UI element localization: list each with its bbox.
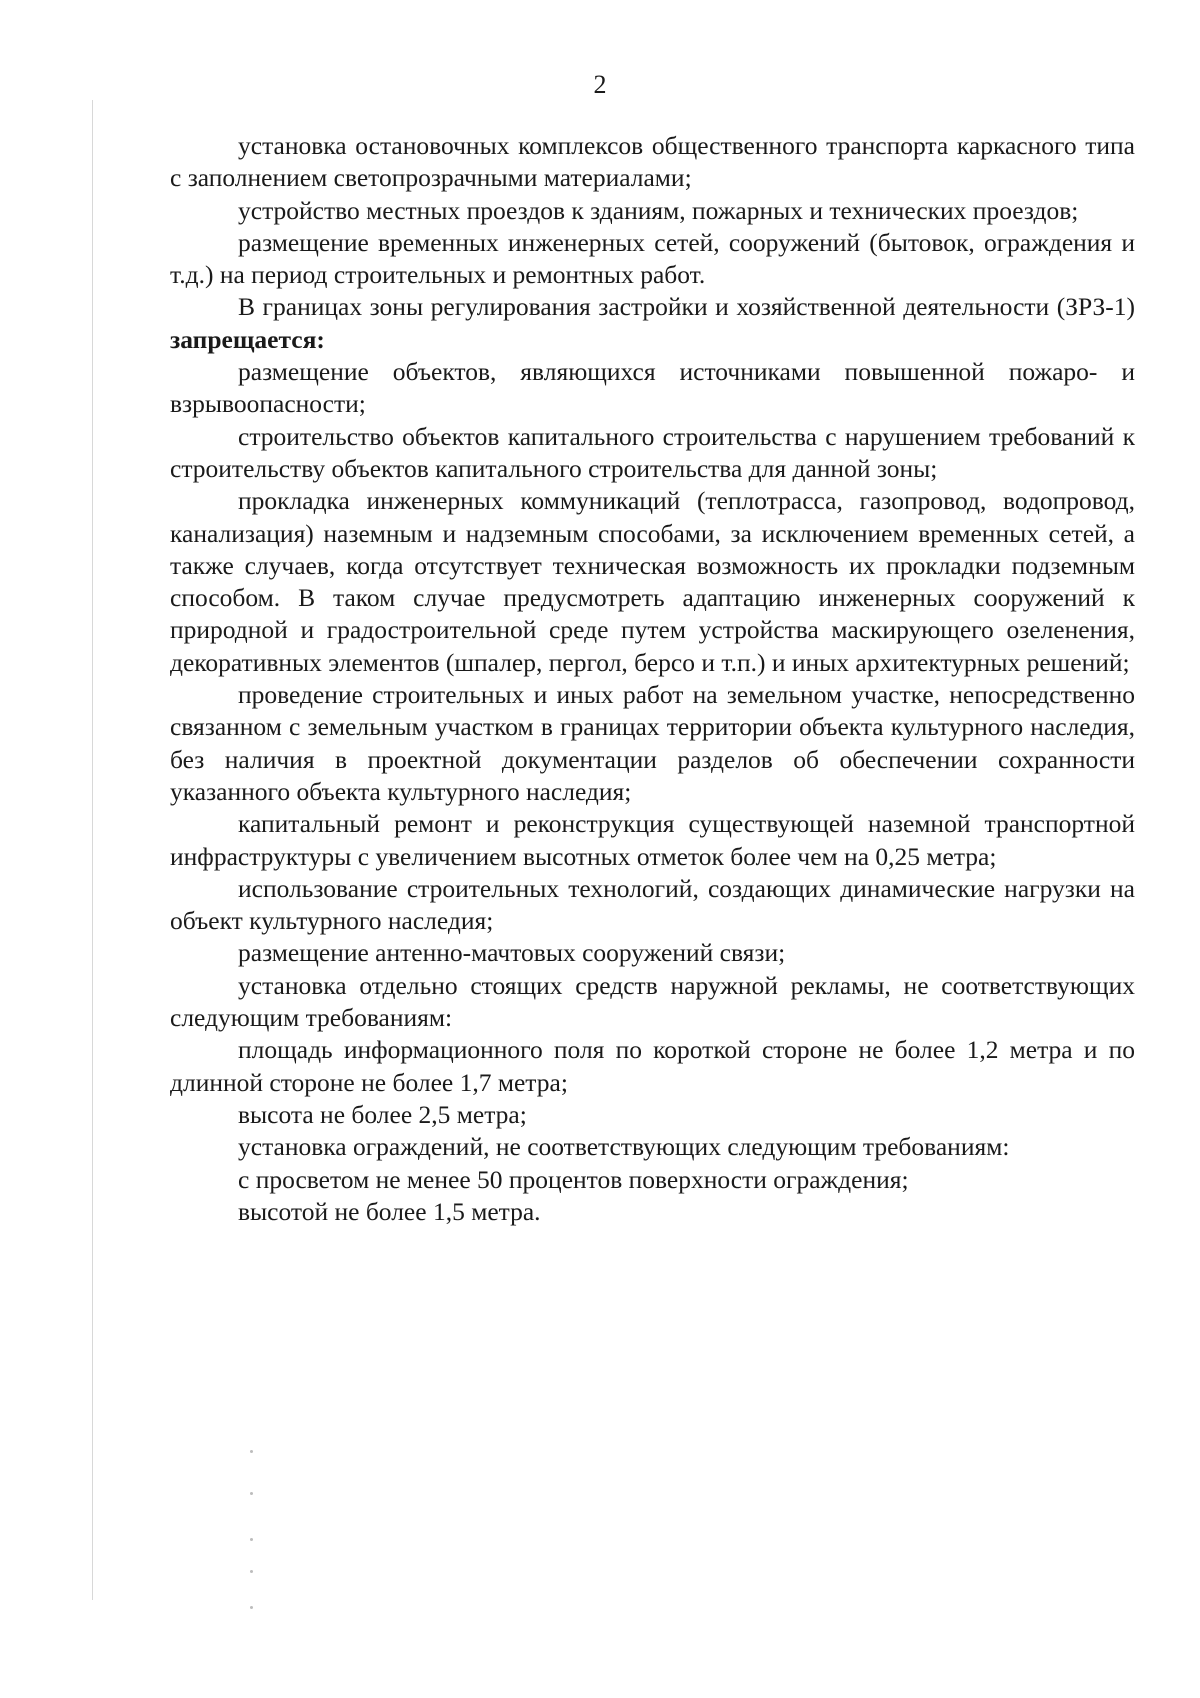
- paragraph-antenna-masts: размещение антенно-мачтовых сооружений связи;: [238, 938, 786, 968]
- scan-specks: [250, 1450, 260, 1610]
- prohibited-keyword: запрещается:: [170, 324, 325, 354]
- paragraph-fences: установка ограждений, не соответствующих следующим требованиям:: [238, 1132, 1010, 1162]
- paragraph-utility-lines: прокладка инженерных коммуникаций (теплотрасса, газопровод, водопровод, канализация) наземным и надземным способами, за исключением временных сетей, а также случаев, когда отсутствует техническая возможность их прокладки подземным способом. В таком случае предусмотреть адаптацию инженерных сооружений к природной и градостроительной среде путем устройства маскирующего озеленения, декоративных элементов (шпалер, пергол, берсо и т.п.) и иных архитектурных решений;: [170, 486, 1135, 677]
- paragraph-driveways: устройство местных проездов к зданиям, пожарных и технических проездов;: [238, 195, 1079, 225]
- speck: [250, 1450, 253, 1453]
- paragraph-bus-stops: установка остановочных комплексов общественного транспорта каркасного типа с заполнением светопрозрачными материалами;: [170, 131, 1135, 193]
- speck: [250, 1570, 253, 1573]
- paragraph-info-field-size: площадь информационного поля по короткой стороне не более 1,2 метра и по длинной стороне не более 1,7 метра;: [170, 1035, 1135, 1097]
- paragraph-fence-transparency: с просветом не менее 50 процентов поверхности ограждения;: [238, 1164, 909, 1194]
- paragraph-transport-reconstruction: капитальный ремонт и реконструкция существующей наземной транспортной инфраструктуры с увеличением высотных отметок более чем на 0,25 метра;: [170, 809, 1135, 871]
- speck: [250, 1492, 253, 1495]
- paragraph-height-limit: высота не более 2,5 метра;: [238, 1099, 527, 1129]
- paragraph-construction-violations: строительство объектов капитального строительства с нарушением требований к строительству объектов капитального строительства для данной зоны;: [170, 421, 1135, 483]
- paragraph-fence-height: высотой не более 1,5 метра.: [238, 1196, 541, 1226]
- zone-intro-text: В границах зоны регулирования застройки и хозяйственной деятельности (ЗРЗ-1): [238, 292, 1135, 322]
- paragraph-zone-prohibitions-intro: [170, 291, 1135, 356]
- speck: [250, 1538, 253, 1541]
- paragraph-works-near-heritage: проведение строительных и иных работ на земельном участке, непосредственно связанном с земельным участком в границах территории объекта культурного наследия, без наличия в проектной документации разделов об обеспечении сохранности указанного объекта культурного наследия;: [170, 680, 1135, 806]
- document-body: [170, 130, 1135, 1228]
- paragraph-outdoor-advertising: установка отдельно стоящих средств наружной рекламы, не соответствующих следующим требованиям:: [170, 970, 1135, 1033]
- paragraph-fire-hazard: размещение объектов, являющихся источниками повышенной пожаро- и взрывоопасности;: [170, 357, 1135, 419]
- paragraph-dynamic-loads: использование строительных технологий, создающих динамические нагрузки на объект культурного наследия;: [170, 873, 1135, 936]
- paragraph-temporary-networks: размещение временных инженерных сетей, сооружений (бытовок, ограждения и т.д.) на период строительных и ремонтных работ.: [170, 227, 1135, 290]
- page-number: 2: [593, 70, 607, 99]
- scan-edge-line: [92, 100, 93, 1600]
- speck: [250, 1606, 253, 1609]
